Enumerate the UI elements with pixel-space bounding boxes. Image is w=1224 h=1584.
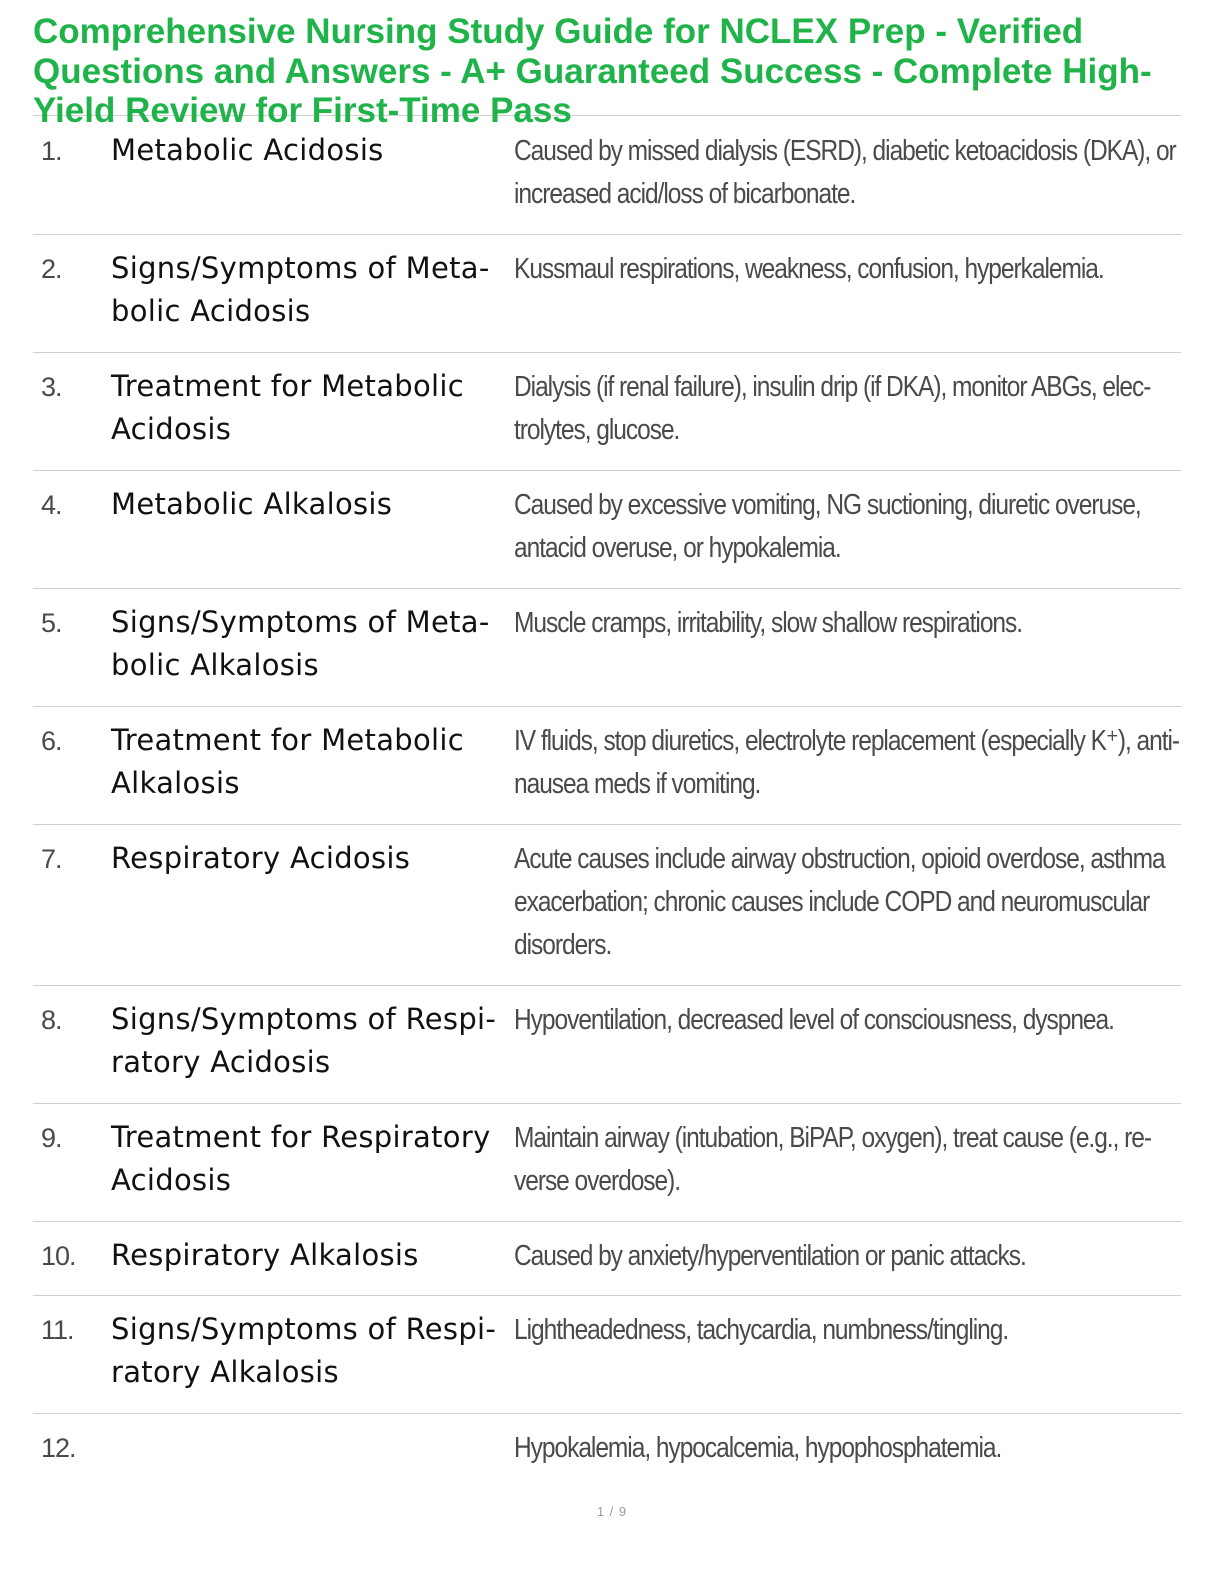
card-term: Respiratory Acidosis bbox=[111, 841, 411, 875]
card-number: 3. bbox=[41, 372, 62, 402]
flashcard-row bbox=[33, 353, 1181, 471]
flashcard-row bbox=[33, 117, 1181, 235]
flashcard-row bbox=[33, 1104, 1181, 1222]
card-number: 2. bbox=[41, 254, 62, 284]
card-definition: Lightheadedness, tachycardia, numbness/tingling. bbox=[514, 1314, 1009, 1346]
card-definition: Caused by missed dialysis (ESRD), diabetic ketoacidosis (DKA), or increased acid/loss of bicarbonate. bbox=[514, 135, 1176, 210]
card-definition: Acute causes include airway obstruction, opioid overdose, asthma exacerbation; chronic causes include COPD and neuromuscular disorders. bbox=[514, 843, 1165, 961]
card-term: Treatment for Metabolic Alkalosis bbox=[111, 723, 464, 800]
card-term: Signs/Symptoms of Respi-ratory Alkalosis bbox=[111, 1312, 497, 1389]
card-definition: Caused by anxiety/hyperventilation or panic attacks. bbox=[514, 1240, 1026, 1272]
card-definition: Kussmaul respirations, weakness, confusion, hyperkalemia. bbox=[514, 253, 1104, 285]
card-definition: Hypoventilation, decreased level of consciousness, dyspnea. bbox=[514, 1004, 1114, 1036]
card-term: Signs/Symptoms of Meta-bolic Acidosis bbox=[111, 251, 490, 328]
flashcard-row bbox=[33, 986, 1181, 1104]
card-number: 10. bbox=[41, 1241, 76, 1271]
card-definition: Maintain airway (intubation, BiPAP, oxygen), treat cause (e.g., re-verse overdose). bbox=[514, 1122, 1152, 1197]
card-number: 6. bbox=[41, 726, 62, 756]
card-term: Signs/Symptoms of Meta-bolic Alkalosis bbox=[111, 605, 490, 682]
flashcard-row bbox=[33, 1222, 1181, 1296]
page-number: 1 / 9 bbox=[596, 1504, 628, 1519]
flashcard-row bbox=[33, 1296, 1181, 1414]
card-definition: Hypokalemia, hypocalcemia, hypophosphatemia. bbox=[514, 1432, 1002, 1464]
card-term: Treatment for Metabolic Acidosis bbox=[111, 369, 464, 446]
flashcard-row bbox=[33, 707, 1181, 825]
card-number: 8. bbox=[41, 1005, 62, 1035]
card-term: Respiratory Alkalosis bbox=[111, 1238, 419, 1272]
card-number: 5. bbox=[41, 608, 62, 638]
card-term: Metabolic Acidosis bbox=[111, 133, 384, 167]
card-number: 9. bbox=[41, 1123, 62, 1153]
card-number: 11. bbox=[41, 1315, 74, 1345]
card-term: Metabolic Alkalosis bbox=[111, 487, 393, 521]
card-definition: Dialysis (if renal failure), insulin drip (if DKA), monitor ABGs, elec-trolytes, glucose. bbox=[514, 371, 1151, 446]
card-term: Treatment for Respiratory Acidosis bbox=[111, 1120, 491, 1197]
card-definition: Caused by excessive vomiting, NG suctioning, diuretic overuse, antacid overuse, or hypokalemia. bbox=[514, 489, 1141, 564]
card-number: 12. bbox=[41, 1433, 76, 1463]
flashcard-row bbox=[33, 589, 1181, 707]
flashcard-row bbox=[33, 1414, 1181, 1487]
card-term: Signs/Symptoms of Respi-ratory Acidosis bbox=[111, 1002, 497, 1079]
flashcard-list bbox=[33, 117, 1181, 1487]
card-definition: IV fluids, stop diuretics, electrolyte replacement (especially K⁺), anti-nausea meds if vomiting. bbox=[514, 725, 1180, 800]
card-number: 7. bbox=[41, 844, 62, 874]
flashcard-row bbox=[33, 235, 1181, 353]
card-number: 4. bbox=[41, 490, 62, 520]
flashcard-row bbox=[33, 471, 1181, 589]
page-title: Comprehensive Nursing Study Guide for NCLEX Prep - Verified Questions and Answers - A+ Guaranteed Success - Complete High-Yield Review for First-Time Pass bbox=[33, 12, 1152, 130]
card-number: 1. bbox=[41, 136, 62, 166]
flashcard-row bbox=[33, 825, 1181, 986]
card-definition: Muscle cramps, irritability, slow shallow respirations. bbox=[514, 607, 1023, 639]
